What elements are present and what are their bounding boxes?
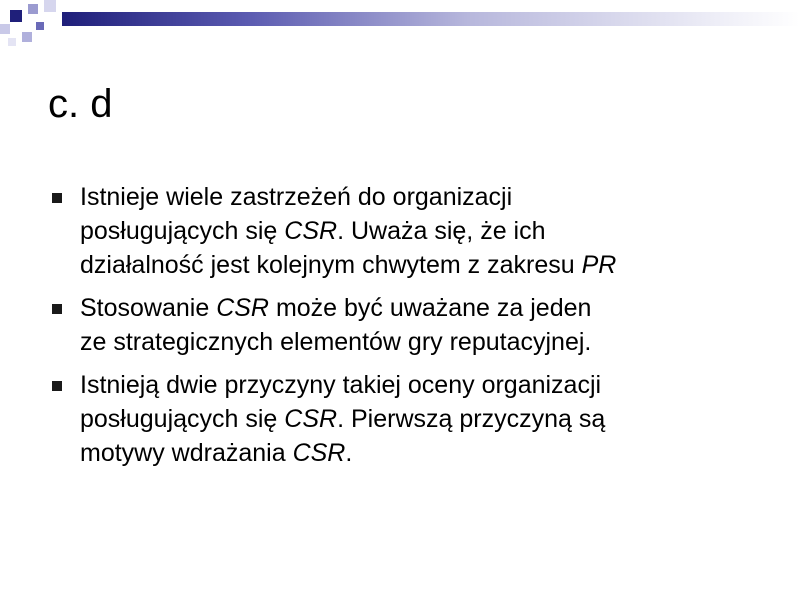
bullet-line — [80, 368, 768, 402]
text-segment: Istnieją dwie przyczyny takiej oceny organizacji — [80, 371, 602, 399]
text-segment: działalność jest kolejnym chwytem z zakresu — [80, 251, 582, 279]
bullet-item — [48, 368, 768, 470]
banner-square — [10, 10, 22, 22]
banner-square — [44, 0, 56, 12]
bullet-line — [80, 291, 768, 325]
italic-term: CSR — [284, 405, 338, 433]
text-segment: posługujących się — [80, 405, 285, 433]
banner-square — [28, 4, 38, 14]
italic-term: CSR — [216, 294, 269, 322]
decorative-banner — [0, 0, 800, 50]
text-segment: Stosowanie — [80, 294, 217, 322]
bullet-list — [48, 180, 768, 479]
banner-square — [8, 38, 16, 46]
banner-square — [36, 22, 44, 30]
square-bullet-icon — [52, 193, 62, 203]
square-bullet-icon — [52, 381, 62, 391]
text-segment: ze strategicznych elementów gry reputacyjnej. — [80, 328, 592, 356]
banner-square — [22, 32, 32, 42]
text-segment: może być uważane za jeden — [269, 294, 592, 322]
bullet-item — [48, 180, 768, 282]
banner-square — [0, 24, 10, 34]
italic-term: CSR — [284, 217, 338, 245]
bullet-line — [80, 325, 768, 359]
bullet-line — [80, 436, 768, 470]
bullet-line — [80, 248, 768, 282]
banner-gradient-bar — [62, 12, 800, 26]
slide-title: c. d — [48, 82, 113, 126]
square-bullet-icon — [52, 304, 62, 314]
bullet-line — [80, 180, 768, 214]
text-segment: . Pierwszą przyczyną są — [337, 405, 606, 433]
text-segment: posługujących się — [80, 217, 285, 245]
text-segment: . — [345, 439, 353, 467]
text-segment: motywy wdrażania — [80, 439, 293, 467]
italic-term: PR — [581, 251, 617, 279]
bullet-line — [80, 402, 768, 436]
text-segment: Istnieje wiele zastrzeżeń do organizacji — [80, 183, 513, 211]
text-segment: . Uważa się, że ich — [337, 217, 546, 245]
bullet-item — [48, 291, 768, 359]
bullet-line — [80, 214, 768, 248]
italic-term: CSR — [292, 439, 346, 467]
